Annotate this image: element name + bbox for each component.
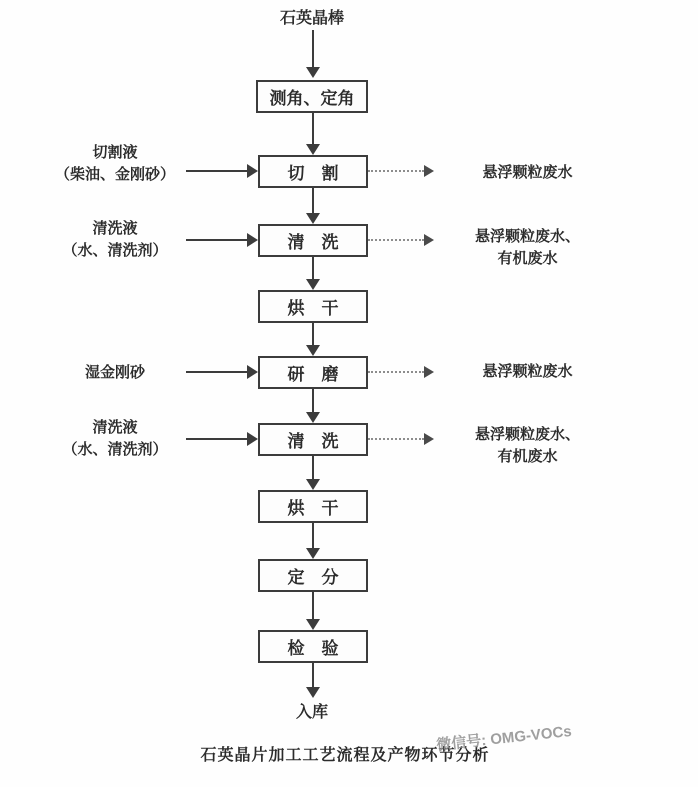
output-label-line2: 有机废水 — [497, 448, 558, 465]
output-label-line1: 悬浮颗粒废水、 — [474, 228, 580, 245]
input-label-cutting-fluid — [30, 142, 200, 186]
flow-arrow-down-4 — [305, 257, 321, 290]
output-arrow-4 — [368, 431, 434, 447]
output-label-line1: 悬浮颗粒废水 — [482, 164, 573, 181]
input-label-cleaning-fluid-1 — [30, 218, 200, 262]
input-label-wet-emery — [30, 362, 200, 384]
input-label-line1: 湿金刚砂 — [84, 364, 145, 381]
flow-arrow-down-9 — [305, 592, 321, 630]
input-label-line1: 清洗液 — [92, 419, 138, 436]
input-arrow-3 — [186, 364, 258, 380]
flow-arrow-down-7 — [305, 456, 321, 490]
output-label-wastewater-2 — [435, 226, 620, 270]
output-label-line1: 悬浮颗粒废水、 — [474, 426, 580, 443]
flow-arrow-down-8 — [305, 523, 321, 559]
output-label-wastewater-1 — [435, 162, 620, 184]
step-box-cleaning-2: 清 洗 — [258, 423, 368, 456]
input-arrow-1 — [186, 163, 258, 179]
sink-label: 入库 — [295, 704, 328, 721]
output-label-line2: 有机废水 — [497, 250, 558, 267]
output-arrow-2 — [368, 232, 434, 248]
input-label-line1: 切割液 — [92, 144, 138, 161]
source-label: 石英晶棒 — [279, 10, 344, 27]
step-box-angle-measure: 测角、定角 — [256, 80, 368, 113]
step-box-drying-1: 烘 干 — [258, 290, 368, 323]
flow-arrow-down-10 — [305, 663, 321, 698]
output-label-wastewater-4 — [435, 424, 620, 468]
figure-caption: 石英晶片加工工艺流程及产物环节分析 — [200, 747, 490, 764]
step-box-drying-2: 烘 干 — [258, 490, 368, 523]
flow-arrow-down-1 — [305, 30, 321, 78]
output-arrow-3 — [368, 364, 434, 380]
flow-arrow-down-3 — [305, 188, 321, 224]
input-label-line2: （柴油、金刚砂） — [54, 166, 175, 183]
step-box-grinding: 研 磨 — [258, 356, 368, 389]
flow-arrow-down-2 — [305, 113, 321, 155]
input-arrow-2 — [186, 232, 258, 248]
input-arrow-4 — [186, 431, 258, 447]
output-label-line1: 悬浮颗粒废水 — [482, 363, 573, 380]
output-arrow-1 — [368, 163, 434, 179]
flow-arrow-down-6 — [305, 389, 321, 423]
watermark-wechat-id: 微信号: OMG-VOCs — [435, 722, 573, 755]
flow-arrow-down-5 — [305, 323, 321, 356]
input-label-cleaning-fluid-2 — [30, 417, 200, 461]
step-box-cutting: 切 割 — [258, 155, 368, 188]
input-label-line2: （水、清洗剂） — [62, 441, 168, 458]
input-label-line2: （水、清洗剂） — [62, 242, 168, 259]
step-box-cleaning-1: 清 洗 — [258, 224, 368, 257]
step-box-inspection: 检 验 — [258, 630, 368, 663]
output-label-wastewater-3 — [435, 361, 620, 383]
step-box-sorting: 定 分 — [258, 559, 368, 592]
input-label-line1: 清洗液 — [92, 220, 138, 237]
